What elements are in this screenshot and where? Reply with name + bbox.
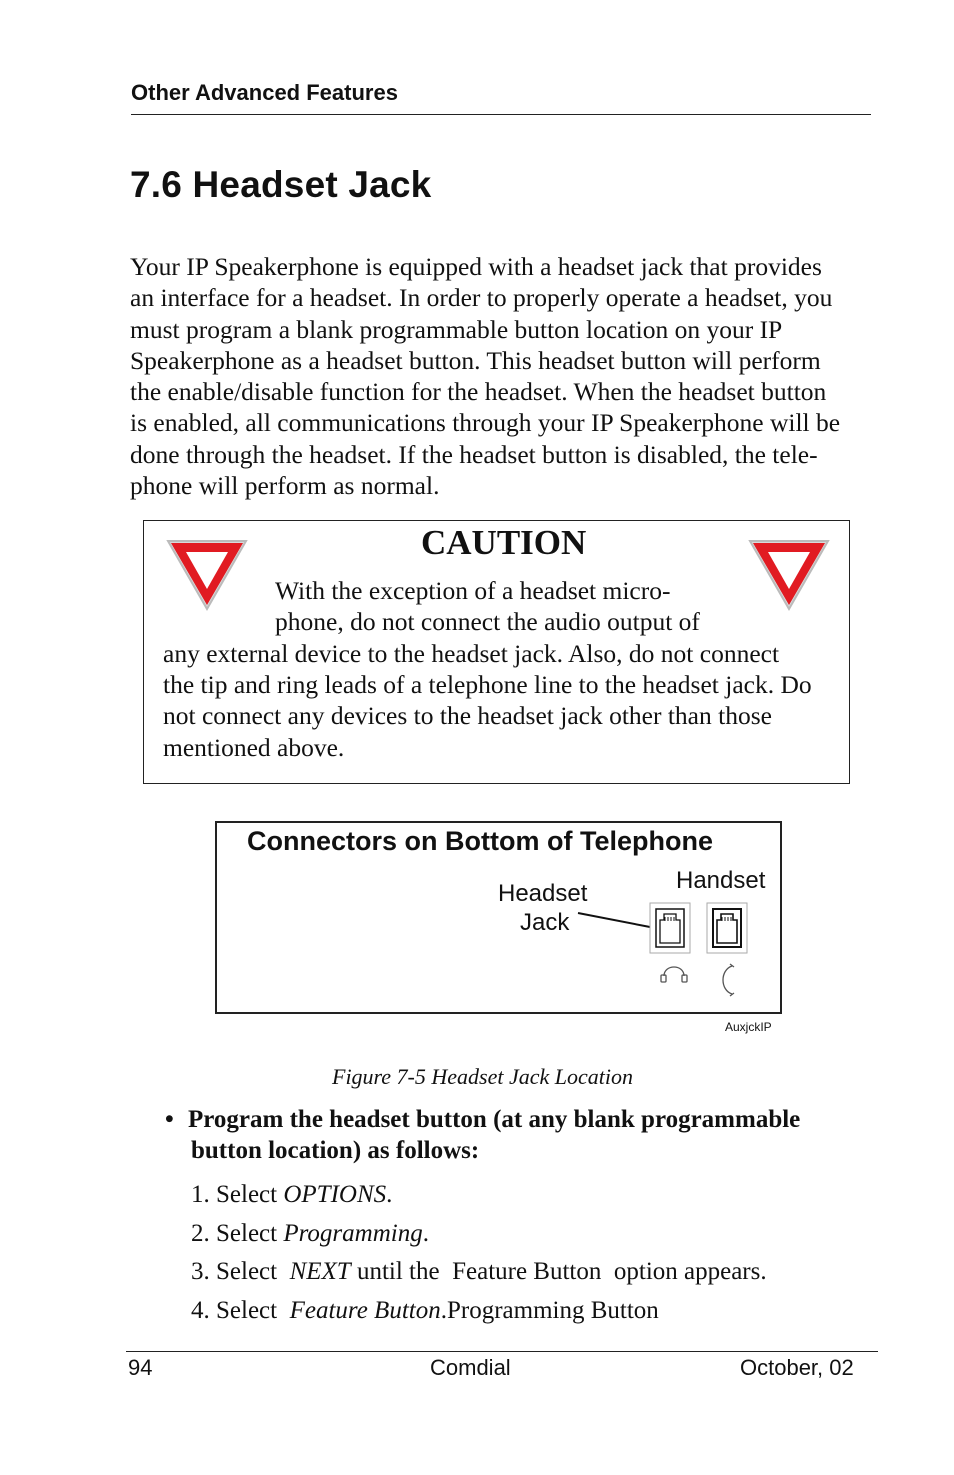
bullet-line: Program the headset button (at any blank programmable xyxy=(188,1106,801,1133)
step-item xyxy=(191,1297,659,1325)
step-number: 1. xyxy=(191,1181,210,1208)
footer-publisher: Comdial xyxy=(430,1355,511,1380)
step-text: Select xyxy=(216,1220,284,1247)
headset-jack-label: Headset xyxy=(498,880,588,907)
step-text: Select xyxy=(216,1258,290,1285)
step-text: . xyxy=(422,1220,429,1247)
figure-caption: Figure 7-5 Headset Jack Location xyxy=(332,1064,633,1089)
bullet-marker: • xyxy=(165,1106,174,1133)
intro-line: the enable/disable function for the headset. When the headset button xyxy=(130,377,827,407)
bullet-line: button location) as follows: xyxy=(191,1137,480,1164)
step-emphasis: Programming xyxy=(283,1220,423,1247)
headset-icon xyxy=(661,967,687,982)
intro-paragraph xyxy=(130,251,870,501)
header-rule xyxy=(131,114,871,115)
intro-line: Speakerphone as a headset button. This headset button will perform xyxy=(130,345,821,375)
intro-line: is enabled, all communications through your IP Speakerphone will be xyxy=(130,408,841,438)
step-emphasis: Feature Button xyxy=(289,1297,441,1324)
handset-icon xyxy=(723,964,734,996)
intro-line: phone will perform as normal. xyxy=(130,471,440,501)
step-number: 4. xyxy=(191,1297,210,1324)
footer-rule xyxy=(126,1351,878,1352)
caution-text-line: not connect any devices to the headset jack other than those xyxy=(163,701,772,730)
intro-line: done through the headset. If the headset button is disabled, the tele- xyxy=(130,439,818,469)
leader-line xyxy=(578,913,650,927)
step-item xyxy=(191,1258,767,1286)
footer-date: October, 02 xyxy=(740,1355,854,1380)
headset-jack-icon xyxy=(650,903,690,953)
caution-text-line: With the exception of a headset micro- xyxy=(275,576,671,605)
step-emphasis: NEXT xyxy=(289,1258,351,1285)
bullet-instruction xyxy=(188,1104,800,1166)
caution-title: CAUTION xyxy=(421,523,587,562)
intro-line: Your IP Speakerphone is equipped with a headset jack that provides xyxy=(130,252,822,281)
intro-line: must program a blank programmable button location on your IP xyxy=(130,314,783,344)
figure-title: Connectors on Bottom of Telephone xyxy=(247,826,713,856)
caution-text-line: the tip and ring leads of a telephone line to the headset jack. Do xyxy=(163,670,812,699)
caution-text-line: phone, do not connect the audio output of xyxy=(275,607,700,636)
headset-jack-label: Jack xyxy=(520,909,570,936)
running-header: Other Advanced Features xyxy=(131,80,398,105)
connector-diagram xyxy=(570,890,770,1000)
step-text: Select xyxy=(216,1297,290,1324)
step-text: .Programming Button xyxy=(440,1297,659,1324)
yield-triangle-icon xyxy=(747,538,831,612)
handset-label: Handset xyxy=(676,867,766,894)
step-text: . xyxy=(386,1181,393,1208)
step-emphasis: OPTIONS xyxy=(283,1181,387,1208)
caution-text-line: mentioned above. xyxy=(163,733,345,762)
page-number: 94 xyxy=(128,1355,153,1380)
handset-jack-icon xyxy=(707,903,747,953)
figure-id: AuxjckIP xyxy=(725,1020,772,1034)
step-number: 2. xyxy=(191,1220,210,1247)
step-number: 3. xyxy=(191,1258,210,1285)
intro-line: an interface for a headset. In order to properly operate a headset, you xyxy=(130,283,833,313)
step-item xyxy=(191,1181,392,1209)
step-text: until the Feature Button option appears. xyxy=(350,1258,767,1285)
step-item xyxy=(191,1220,429,1248)
step-text: Select xyxy=(216,1181,284,1208)
yield-triangle-icon xyxy=(165,538,249,612)
caution-text-line: any external device to the headset jack. Also, do not connect xyxy=(163,639,780,668)
section-title: 7.6 Headset Jack xyxy=(130,164,432,205)
